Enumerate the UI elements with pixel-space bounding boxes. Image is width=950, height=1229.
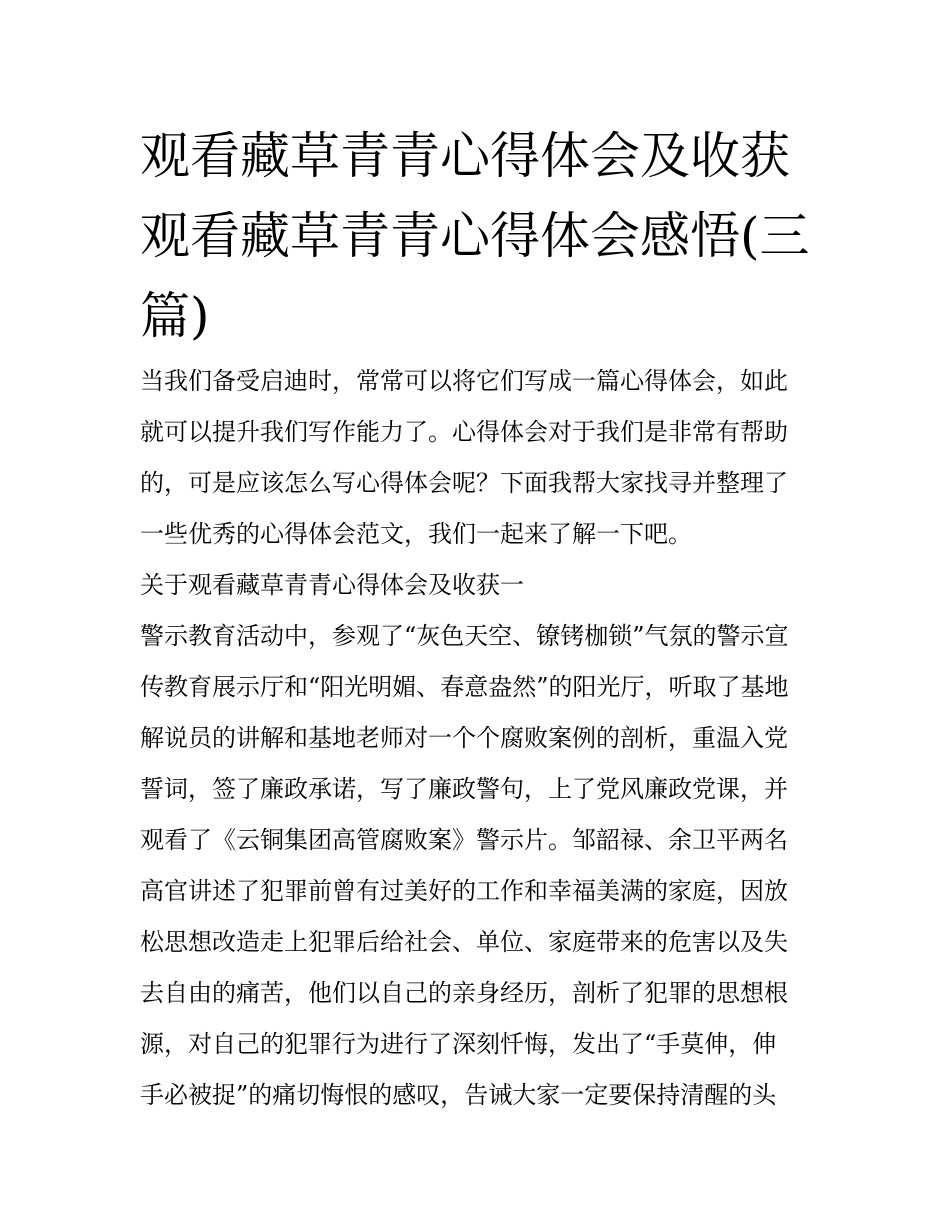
body-line-9: 源，对自己的犯罪行为进行了深刻忏悔，发出了“手莫伸，伸 [140, 1030, 777, 1058]
body-line-7: 松思想改造走上犯罪后给社会、单位、家庭带来的危害以及失 [140, 928, 788, 956]
section-heading: 关于观看藏草青青心得体会及收获一 [140, 571, 524, 599]
body-line-3: 解说员的讲解和基地老师对一个个腐败案例的剖析，重温入党 [140, 724, 788, 752]
intro-line-2: 就可以提升我们写作能力了。心得体会对于我们是非常有帮助 [140, 418, 788, 446]
body-line-6: 高官讲述了犯罪前曾有过美好的工作和幸福美满的家庭，因放 [140, 877, 788, 905]
title-line-3: 篇) [140, 287, 210, 345]
body-line-8: 去自由的痛苦，他们以自己的亲身经历，剖析了犯罪的思想根 [140, 979, 788, 1007]
body-line-4: 誓词，签了廉政承诺，写了廉政警句，上了党风廉政党课，并 [140, 775, 788, 803]
intro-line-4: 一些优秀的心得体会范文，我们一起来了解一下吧。 [140, 520, 692, 548]
title-line-2: 观看藏草青青心得体会感悟(三 [140, 207, 810, 265]
body-line-2: 传教育展示厅和“阳光明媚、春意盎然”的阳光厅，听取了基地 [140, 673, 789, 701]
document-body [140, 356, 820, 1121]
document-title [140, 116, 820, 356]
title-line-1: 观看藏草青青心得体会及收获 [140, 127, 790, 185]
intro-line-3: 的，可是应该怎么写心得体会呢？下面我帮大家找寻并整理了 [140, 469, 788, 497]
body-line-5: 观看了《云铜集团高管腐败案》警示片。邹韶禄、余卫平两名 [140, 826, 788, 854]
intro-line-1: 当我们备受启迪时，常常可以将它们写成一篇心得体会，如此 [140, 367, 788, 395]
body-line-10: 手必被捉”的痛切悔恨的感叹，告诫大家一定要保持清醒的头 [140, 1081, 777, 1109]
body-line-1: 警示教育活动中，参观了“灰色天空、镣铐枷锁”气氛的警示宣 [140, 622, 789, 650]
